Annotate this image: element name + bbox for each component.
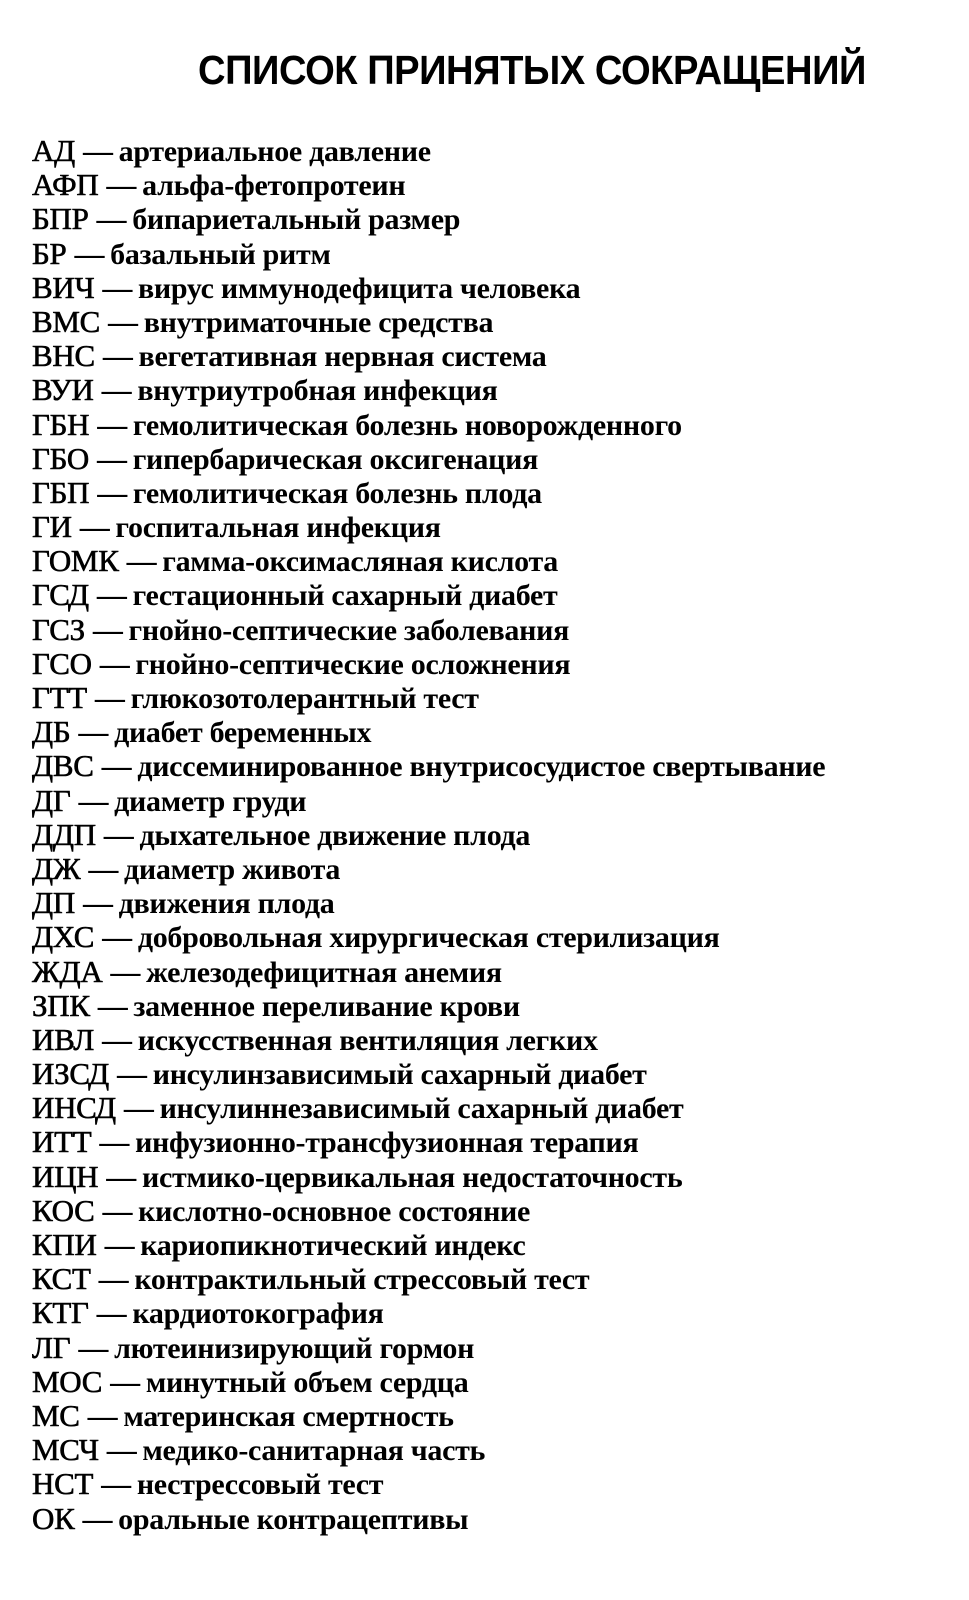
abbreviation-definition: железодефицитная анемия xyxy=(146,955,502,989)
em-dash-separator: — xyxy=(97,408,127,442)
abbreviation-entry xyxy=(32,818,962,852)
em-dash-separator: — xyxy=(104,1229,135,1262)
abbreviation-term: ЗПК xyxy=(32,987,90,1023)
abbreviation-term: МС xyxy=(32,1397,80,1433)
em-dash-separator: — xyxy=(101,374,132,408)
abbreviation-term: МСЧ xyxy=(32,1432,99,1468)
em-dash-separator: — xyxy=(98,1263,129,1297)
abbreviation-entry xyxy=(32,373,962,407)
em-dash-separator: — xyxy=(96,1297,127,1331)
abbreviation-term: ИЦН xyxy=(32,1158,99,1194)
em-dash-separator: — xyxy=(99,647,130,681)
abbreviation-term: АД xyxy=(32,133,75,168)
abbreviation-term: ДП xyxy=(32,885,75,921)
abbreviation-definition: инфузионно-трансфузионная терапия xyxy=(135,1126,639,1160)
em-dash-separator: — xyxy=(82,887,113,921)
abbreviation-entry xyxy=(32,1091,962,1125)
em-dash-separator: — xyxy=(78,716,109,750)
abbreviation-definition: заменное переливание крови xyxy=(133,989,520,1023)
abbreviation-term: НСТ xyxy=(32,1466,94,1502)
abbreviation-term: ИНСД xyxy=(32,1090,116,1126)
em-dash-separator: — xyxy=(110,1365,140,1399)
em-dash-separator: — xyxy=(82,135,113,168)
abbreviation-definition: глюкозотолерантный тест xyxy=(130,682,479,715)
abbreviation-definition: минутный объем сердца xyxy=(145,1365,469,1399)
abbreviation-definition: медико-санитарная часть xyxy=(142,1434,486,1468)
abbreviation-entry xyxy=(32,647,962,681)
em-dash-separator: — xyxy=(99,1126,130,1160)
abbreviation-entry xyxy=(32,442,962,476)
abbreviation-definition: материнская смертность xyxy=(123,1399,454,1433)
abbreviation-term: МОС xyxy=(32,1363,103,1399)
em-dash-separator: — xyxy=(102,921,132,955)
abbreviation-definition: гемолитическая болезнь новорожденного xyxy=(132,408,682,442)
em-dash-separator: — xyxy=(103,818,134,852)
em-dash-separator: — xyxy=(87,1399,118,1433)
abbreviation-entry xyxy=(32,1228,962,1262)
abbreviation-term: ИВЛ xyxy=(32,1021,95,1057)
em-dash-separator: — xyxy=(97,989,128,1023)
abbreviation-entry xyxy=(32,578,962,612)
abbreviation-definition: диаметр груди xyxy=(114,784,307,818)
em-dash-separator: — xyxy=(102,271,133,305)
em-dash-separator: — xyxy=(117,1058,147,1092)
abbreviation-definition: гемолитическая болезнь плода xyxy=(132,476,542,510)
abbreviation-definition: альфа-фетопротеин xyxy=(142,169,406,203)
abbreviation-term: ВУИ xyxy=(32,372,94,408)
abbreviation-term: АФП xyxy=(32,167,99,203)
abbreviation-entry xyxy=(32,339,962,373)
abbreviation-term: ДДП xyxy=(32,816,96,852)
em-dash-separator: — xyxy=(78,784,109,818)
abbreviation-entry xyxy=(32,1331,962,1365)
abbreviation-entry xyxy=(32,510,962,544)
abbreviation-term: ИТТ xyxy=(32,1124,92,1160)
em-dash-separator: — xyxy=(82,1502,113,1536)
page-title: СПИСОК ПРИНЯТЫХ СОКРАЩЕНИЙ xyxy=(198,47,866,93)
abbreviation-definition: артериальное давление xyxy=(118,135,431,168)
em-dash-separator: — xyxy=(94,682,125,715)
abbreviation-definition: бипариетальный размер xyxy=(132,203,461,237)
abbreviation-entry xyxy=(32,1296,962,1330)
abbreviation-definition: кислотно-основное состояние xyxy=(138,1194,531,1228)
em-dash-separator: — xyxy=(96,579,127,613)
abbreviation-definition: диссеминированное внутрисосудистое свертывание xyxy=(137,750,826,784)
abbreviation-definition: внутриутробная инфекция xyxy=(137,374,498,408)
abbreviation-term: ГИ xyxy=(32,509,72,545)
abbreviation-term: БПР xyxy=(32,201,89,237)
abbreviation-entry xyxy=(32,1023,962,1057)
abbreviation-definition: кариопикнотический индекс xyxy=(140,1229,526,1262)
abbreviation-definition: нестрессовый тест xyxy=(136,1468,384,1502)
abbreviation-entry xyxy=(32,168,962,202)
em-dash-separator: — xyxy=(102,1194,133,1228)
abbreviation-term: ЛГ xyxy=(32,1329,71,1365)
abbreviation-entry xyxy=(32,1433,962,1467)
abbreviation-entry xyxy=(32,1125,962,1159)
abbreviation-definition: движения плода xyxy=(118,887,335,921)
abbreviation-term: ДХС xyxy=(32,919,95,955)
abbreviation-entry xyxy=(32,989,962,1023)
abbreviation-entry xyxy=(32,955,962,989)
abbreviation-term: ГСЗ xyxy=(32,611,85,647)
abbreviation-term: ДГ xyxy=(32,782,71,818)
abbreviation-term: ГСД xyxy=(32,577,89,613)
abbreviation-term: КСТ xyxy=(32,1261,91,1297)
abbreviation-list xyxy=(32,134,962,1536)
abbreviation-definition: оральные контрацептивы xyxy=(118,1502,469,1536)
abbreviation-entry xyxy=(32,271,962,305)
em-dash-separator: — xyxy=(102,1023,132,1057)
abbreviation-definition: лютеинизирующий гормон xyxy=(114,1331,475,1365)
abbreviation-definition: инсулиннезависимый сахарный диабет xyxy=(159,1092,684,1126)
em-dash-separator: — xyxy=(88,852,119,886)
abbreviation-term: КТГ xyxy=(32,1295,89,1331)
em-dash-separator: — xyxy=(96,203,127,237)
em-dash-separator: — xyxy=(97,442,127,476)
abbreviation-entry xyxy=(32,613,962,647)
abbreviation-entry xyxy=(32,1467,962,1501)
em-dash-separator: — xyxy=(123,1092,154,1126)
abbreviation-entry xyxy=(32,408,962,442)
em-dash-separator: — xyxy=(106,1434,137,1468)
em-dash-separator: — xyxy=(79,511,110,545)
abbreviation-definition: внутриматочные средства xyxy=(143,305,494,339)
abbreviation-term: ИЗСД xyxy=(32,1056,109,1092)
em-dash-separator: — xyxy=(92,613,123,647)
em-dash-separator: — xyxy=(110,955,141,989)
abbreviation-term: ВИЧ xyxy=(32,269,95,305)
abbreviation-term: ГТТ xyxy=(32,680,87,715)
abbreviation-term: ВМС xyxy=(32,303,101,339)
abbreviation-definition: гамма-оксимасляная кислота xyxy=(162,545,558,579)
abbreviation-definition: контрактильный стрессовый тест xyxy=(134,1263,590,1297)
abbreviation-definition: гнойно-септические осложнения xyxy=(135,647,571,681)
em-dash-separator: — xyxy=(74,237,105,271)
abbreviation-entry xyxy=(32,1194,962,1228)
abbreviation-term: ОК xyxy=(32,1500,75,1536)
em-dash-separator: — xyxy=(78,1331,109,1365)
abbreviation-definition: инсулинзависимый сахарный диабет xyxy=(152,1058,647,1092)
abbreviation-entry xyxy=(32,1365,962,1399)
abbreviation-entry xyxy=(32,715,962,749)
em-dash-separator: — xyxy=(102,340,133,374)
abbreviation-entry xyxy=(32,237,962,271)
abbreviation-entry xyxy=(32,544,962,578)
abbreviation-term: КПИ xyxy=(32,1227,97,1262)
abbreviation-definition: госпитальная инфекция xyxy=(115,511,441,545)
abbreviation-definition: добровольная хирургическая стерилизация xyxy=(137,921,720,955)
abbreviation-entry xyxy=(32,476,962,510)
abbreviation-entry xyxy=(32,1262,962,1296)
abbreviation-entry xyxy=(32,134,962,168)
abbreviation-entry xyxy=(32,886,962,920)
em-dash-separator: — xyxy=(97,476,127,510)
abbreviation-term: ДВС xyxy=(32,748,94,784)
abbreviation-entry xyxy=(32,1502,962,1536)
abbreviation-term: ВНС xyxy=(32,338,95,374)
abbreviation-entry xyxy=(32,202,962,236)
abbreviation-term: КОС xyxy=(32,1192,95,1228)
abbreviation-term: ГБН xyxy=(32,406,90,442)
abbreviation-definition: диаметр живота xyxy=(124,852,341,886)
abbreviation-term: ГБО xyxy=(32,440,89,476)
abbreviation-definition: гнойно-септические заболевания xyxy=(128,613,570,647)
abbreviation-definition: искусственная вентиляция легких xyxy=(137,1023,598,1057)
abbreviation-entry xyxy=(32,1160,962,1194)
abbreviation-definition: дыхательное движение плода xyxy=(139,818,531,852)
abbreviation-term: БР xyxy=(32,235,67,271)
em-dash-separator: — xyxy=(101,1468,131,1502)
abbreviation-entry xyxy=(32,852,962,886)
abbreviation-entry xyxy=(32,1399,962,1433)
abbreviation-entry xyxy=(32,305,962,339)
em-dash-separator: — xyxy=(101,750,132,784)
abbreviation-term: ГСО xyxy=(32,645,92,681)
abbreviation-definition: вирус иммунодефицита человека xyxy=(138,271,581,305)
abbreviation-definition: истмико-цервикальная недостаточность xyxy=(141,1160,683,1194)
abbreviation-entry xyxy=(32,681,962,715)
em-dash-separator: — xyxy=(106,169,137,203)
abbreviation-entry xyxy=(32,920,962,954)
abbreviation-term: ГБП xyxy=(32,474,90,510)
em-dash-separator: — xyxy=(126,545,157,579)
abbreviation-term: ДЖ xyxy=(32,850,81,886)
abbreviation-term: ДБ xyxy=(32,714,71,750)
abbreviation-term: ЖДА xyxy=(32,953,103,989)
abbreviation-definition: гипербарическая оксигенация xyxy=(132,442,539,476)
abbreviation-definition: вегетативная нервная система xyxy=(138,340,547,374)
abbreviation-entry xyxy=(32,1057,962,1091)
abbreviation-definition: гестационный сахарный диабет xyxy=(132,579,558,613)
em-dash-separator: — xyxy=(108,305,138,339)
abbreviation-entry xyxy=(32,784,962,818)
abbreviation-definition: диабет беременных xyxy=(114,716,372,750)
abbreviation-entry xyxy=(32,749,962,783)
abbreviation-term: ГОМК xyxy=(32,543,119,579)
abbreviation-definition: базальный ритм xyxy=(110,237,331,271)
em-dash-separator: — xyxy=(106,1160,136,1194)
abbreviation-definition: кардиотокография xyxy=(132,1297,384,1331)
